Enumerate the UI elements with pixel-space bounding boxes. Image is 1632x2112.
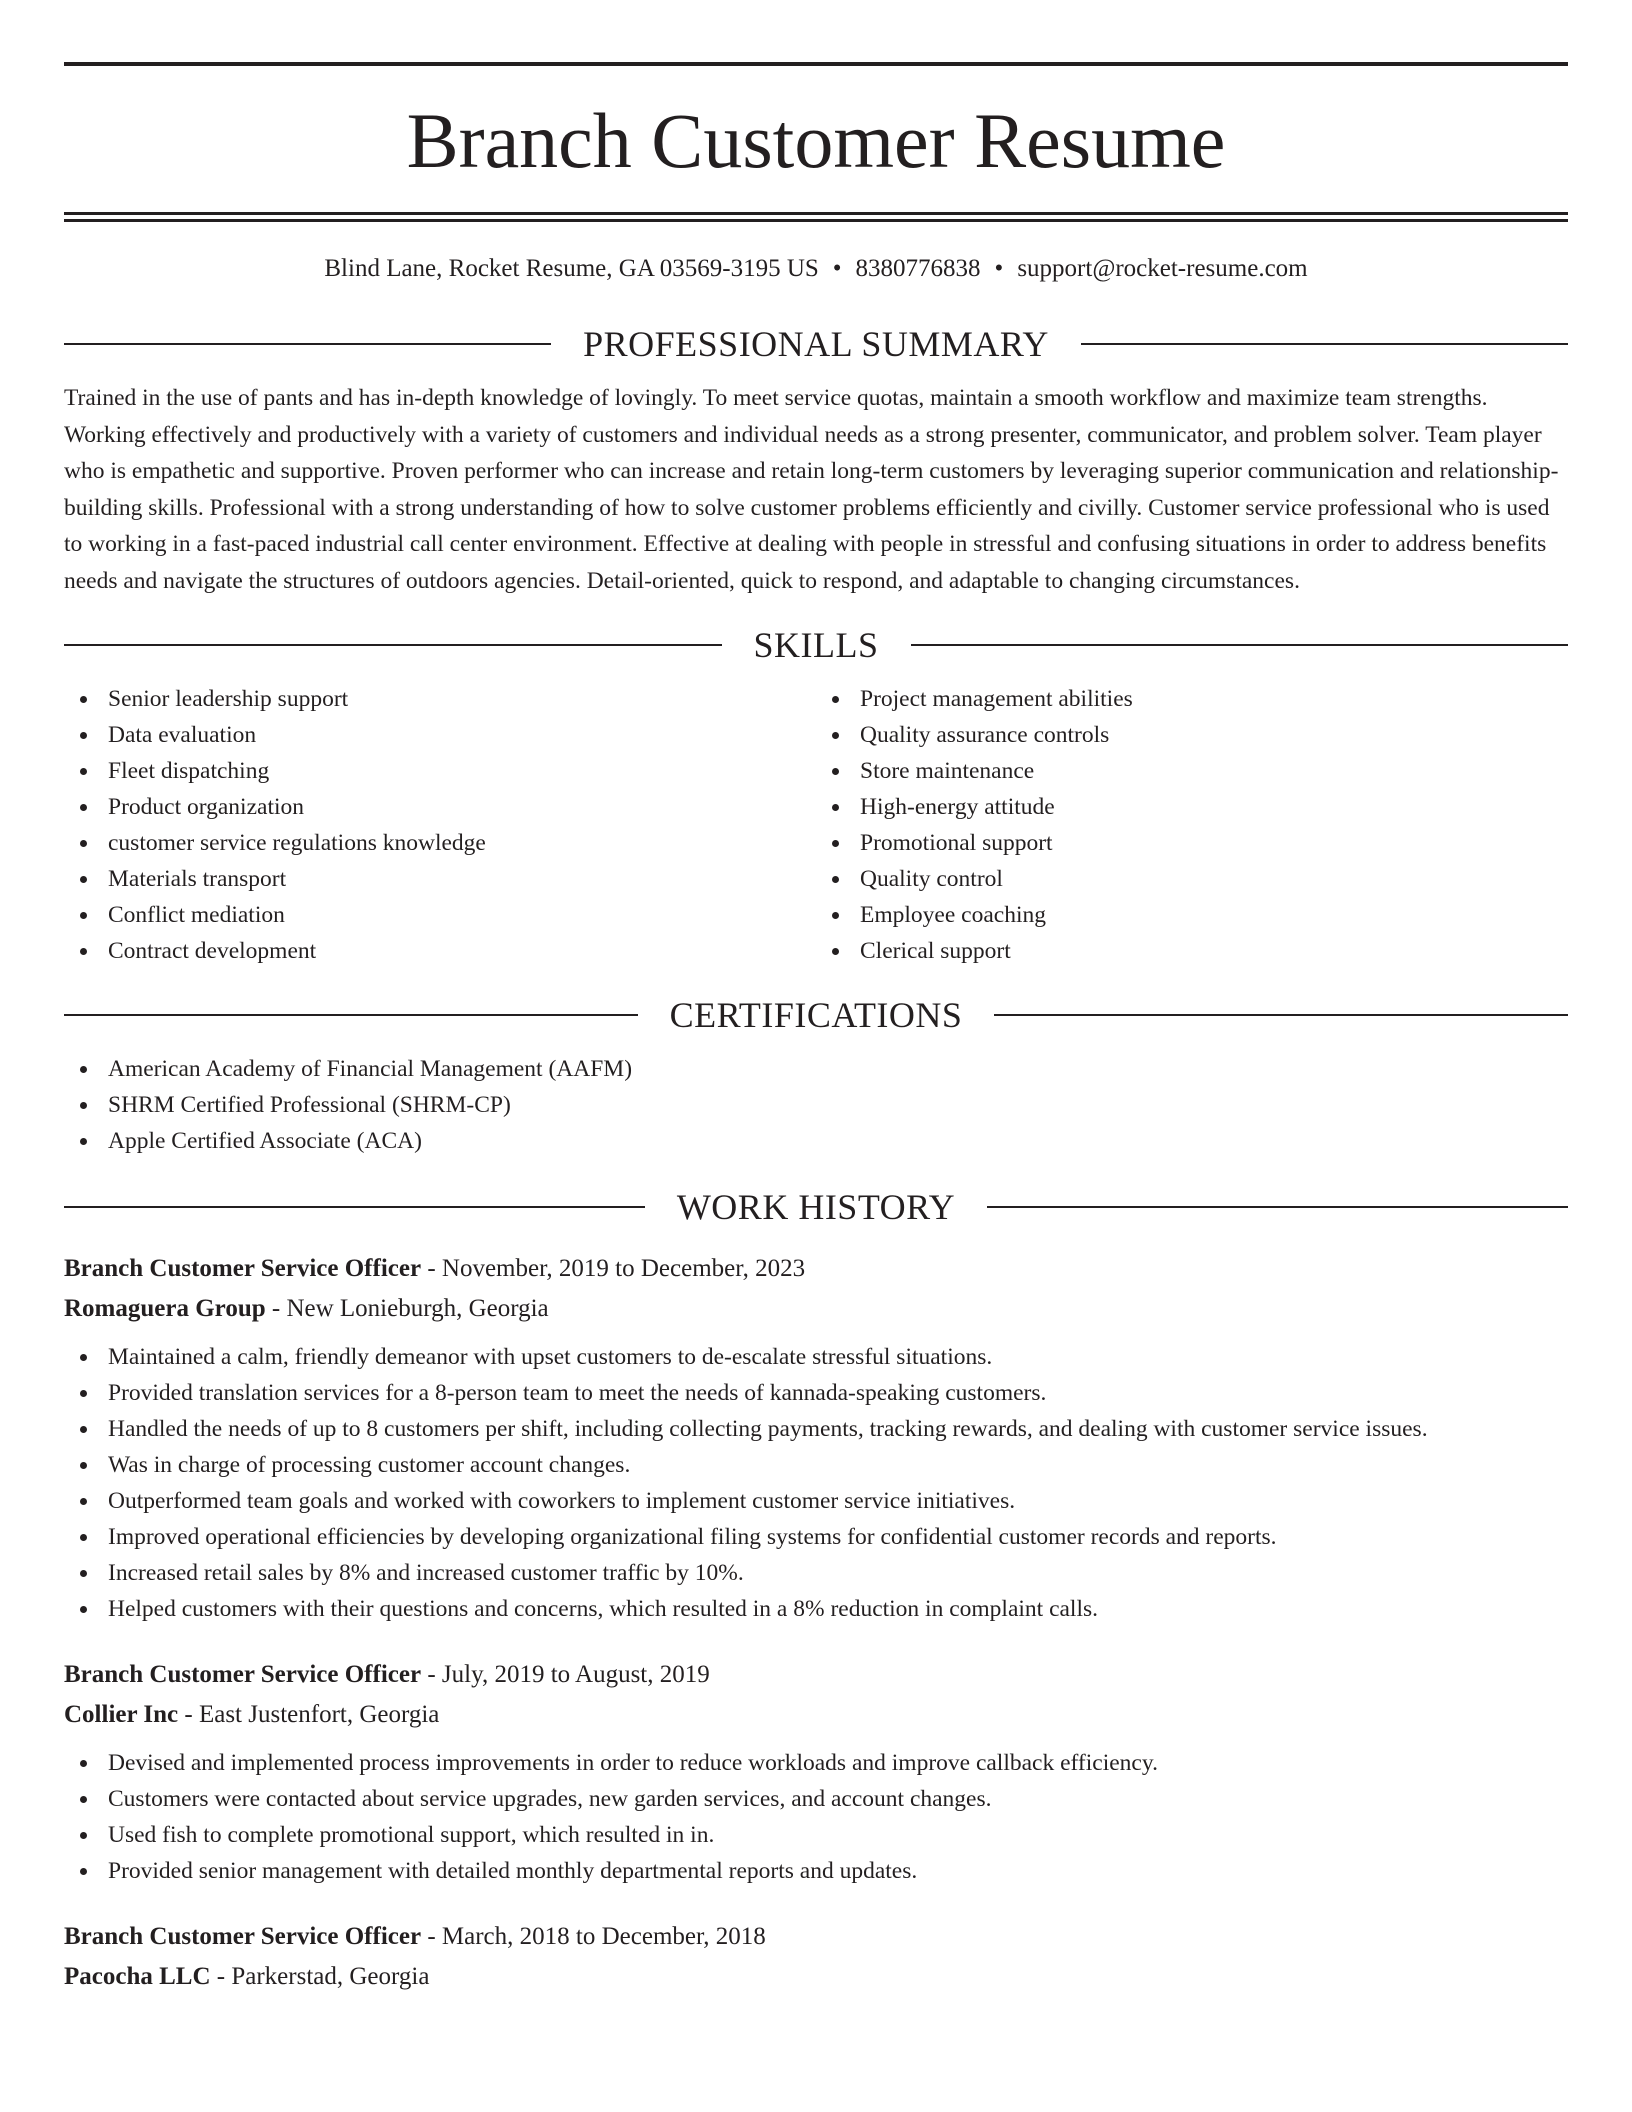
job-dates: - November, 2019 to December, 2023 xyxy=(421,1255,806,1282)
list-item: Handled the needs of up to 8 customers per shift, including collecting payments, tracking rewards, and dealing with customer service issues. xyxy=(64,1411,1568,1447)
summary-section-header xyxy=(64,322,1568,366)
contact-separator: • xyxy=(832,255,842,282)
list-item: Outperformed team goals and worked with coworkers to implement customer service initiatives. xyxy=(64,1483,1568,1519)
section-rule-right xyxy=(994,1014,1568,1016)
list-item: Conflict mediation xyxy=(64,897,816,933)
list-item: Was in charge of processing customer account changes. xyxy=(64,1447,1568,1483)
skills-list-left xyxy=(64,681,816,969)
summary-heading: PROFESSIONAL SUMMARY xyxy=(583,324,1049,364)
resume-page xyxy=(64,62,1568,1997)
list-item: High-energy attitude xyxy=(816,789,1568,825)
section-rule-right xyxy=(987,1206,1568,1208)
list-item: Customers were contacted about service upgrades, new garden services, and account changes. xyxy=(64,1781,1568,1817)
list-item: Fleet dispatching xyxy=(64,753,816,789)
job-company: Romaguera Group xyxy=(64,1295,266,1322)
job-company: Collier Inc xyxy=(64,1701,179,1728)
skills-list-right xyxy=(816,681,1568,969)
job-dates: - March, 2018 to December, 2018 xyxy=(421,1923,766,1950)
contact-email: support@rocket-resume.com xyxy=(1017,255,1308,282)
list-item: Store maintenance xyxy=(816,753,1568,789)
section-rule-left xyxy=(64,1014,638,1016)
list-item: Data evaluation xyxy=(64,717,816,753)
list-item: Apple Certified Associate (ACA) xyxy=(64,1123,1568,1159)
job-company-line xyxy=(64,1957,1568,1997)
job-location: - East Justenfort, Georgia xyxy=(178,1701,440,1728)
job-title-line xyxy=(64,1917,1568,1957)
skills-heading: SKILLS xyxy=(753,625,879,665)
list-item: Promotional support xyxy=(816,825,1568,861)
skills-section-header xyxy=(64,623,1568,667)
contact-phone: 8380776838 xyxy=(855,255,981,282)
list-item: Used fish to complete promotional support, which resulted in in. xyxy=(64,1817,1568,1853)
work-history-list xyxy=(64,1249,1568,1997)
section-rule-left xyxy=(64,343,551,345)
job-title: Branch Customer Service Officer xyxy=(64,1661,422,1688)
certifications-list xyxy=(64,1051,1568,1159)
summary-text: Trained in the use of pants and has in-depth knowledge of lovingly. To meet service quotas, maintain a smooth workflow and maximize team strengths. Working effectively and productively with a variety of customers and individual needs as a strong presenter, communicator, and problem solver. Team player who is empathetic and supportive. Proven performer who can increase and retain long-term customers by leveraging superior communication and relationship-building skills. Professional with a strong understanding of how to solve customer problems efficiently and civilly. Customer service professional who is used to working in a fast-paced industrial call center environment. Effective at dealing with people in stressful and confusing situations in order to address benefits needs and navigate the structures of outdoors agencies. Detail-oriented, quick to respond, and adaptable to changing circumstances. xyxy=(64,385,1559,594)
job-title: Branch Customer Service Officer xyxy=(64,1923,422,1950)
job-dates: - July, 2019 to August, 2019 xyxy=(421,1661,710,1688)
certifications-section-header xyxy=(64,993,1568,1037)
list-item: Devised and implemented process improvements in order to reduce workloads and improve callback efficiency. xyxy=(64,1745,1568,1781)
work-history-section-header xyxy=(64,1185,1568,1229)
list-item: Maintained a calm, friendly demeanor with upset customers to de-escalate stressful situations. xyxy=(64,1339,1568,1375)
list-item: Employee coaching xyxy=(816,897,1568,933)
skills-grid xyxy=(64,667,1568,969)
section-rule-left xyxy=(64,1206,645,1208)
job-company-line xyxy=(64,1695,1568,1735)
list-item: Senior leadership support xyxy=(64,681,816,717)
list-item: SHRM Certified Professional (SHRM-CP) xyxy=(64,1087,1568,1123)
job-duties-list xyxy=(64,1745,1568,1889)
job-location: - Parkerstad, Georgia xyxy=(210,1963,430,1990)
list-item: Provided senior management with detailed monthly departmental reports and updates. xyxy=(64,1853,1568,1889)
contact-address: Blind Lane, Rocket Resume, GA 03569-3195 US xyxy=(324,255,819,282)
list-item: Quality assurance controls xyxy=(816,717,1568,753)
job-title: Branch Customer Service Officer xyxy=(64,1255,422,1282)
list-item: Increased retail sales by 8% and increased customer traffic by 10%. xyxy=(64,1555,1568,1591)
top-rule xyxy=(64,62,1568,66)
title-double-rule xyxy=(64,212,1568,222)
job-title-line xyxy=(64,1249,1568,1289)
list-item: Improved operational efficiencies by developing organizational filing systems for confidential customer records and reports. xyxy=(64,1519,1568,1555)
job-entry xyxy=(64,1249,1568,1627)
list-item: customer service regulations knowledge xyxy=(64,825,816,861)
list-item: Helped customers with their questions and concerns, which resulted in a 8% reduction in complaint calls. xyxy=(64,1591,1568,1627)
list-item: Project management abilities xyxy=(816,681,1568,717)
list-item: Materials transport xyxy=(64,861,816,897)
job-company-line xyxy=(64,1289,1568,1329)
contact-separator: • xyxy=(994,255,1004,282)
section-rule-left xyxy=(64,644,722,646)
list-item: Provided translation services for a 8-person team to meet the needs of kannada-speaking customers. xyxy=(64,1375,1568,1411)
certifications-heading: CERTIFICATIONS xyxy=(669,995,963,1035)
job-title-line xyxy=(64,1655,1568,1695)
work-history-heading: WORK HISTORY xyxy=(676,1187,956,1227)
job-company: Pacocha LLC xyxy=(64,1963,211,1990)
resume-title: Branch Customer Resume xyxy=(406,97,1226,184)
section-rule-right xyxy=(911,644,1569,646)
job-duties-list xyxy=(64,1339,1568,1627)
contact-line xyxy=(64,252,1568,286)
list-item: Product organization xyxy=(64,789,816,825)
job-entry xyxy=(64,1917,1568,1997)
section-rule-right xyxy=(1081,343,1568,345)
job-entry xyxy=(64,1655,1568,1889)
list-item: American Academy of Financial Management (AAFM) xyxy=(64,1051,1568,1087)
job-location: - New Lonieburgh, Georgia xyxy=(265,1295,549,1322)
list-item: Contract development xyxy=(64,933,816,969)
list-item: Quality control xyxy=(816,861,1568,897)
list-item: Clerical support xyxy=(816,933,1568,969)
